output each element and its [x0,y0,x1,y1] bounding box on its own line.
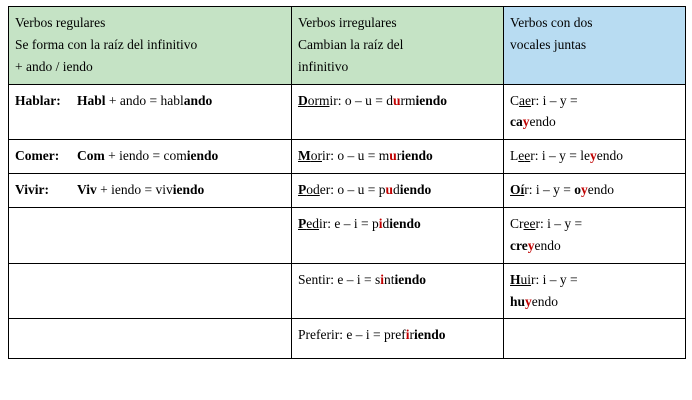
infinitive-label: Comer: [15,148,60,164]
rule-text: r: i – y = le [530,148,590,164]
stem-start: Pref [298,327,321,343]
table-row [9,84,686,140]
vowel-change: u [385,182,393,198]
vowel-change: y [581,182,588,198]
stem: Viv [77,182,97,198]
gerund-ending: endo [531,293,559,309]
header-line: Verbos con dos [510,15,593,30]
stem-start: D [298,92,308,108]
cell-irregular-morir [292,140,504,174]
stem-rest: nt [384,271,395,287]
gerund-ending: endo [587,182,615,198]
rule-text: r: i – y = [531,271,578,287]
column-header-verbos-irregulares [292,7,504,85]
gerund-ending: ando [183,92,213,108]
header-line: infinitivo [298,58,349,74]
stem-start: P [298,182,307,198]
cell-dosvocales-caer [504,84,686,140]
column-header-verbos-regulares [9,7,292,85]
rule-text: ir: e – i = pref [331,327,406,343]
vowel-change: y [527,237,535,253]
rule-text: er: o – u = p [319,182,386,198]
gerund-ending: endo [534,237,561,253]
stem: cre [510,237,528,253]
table-row [9,319,686,359]
cell-regular-vivir [9,174,292,208]
header-line: Verbos irregulares [298,15,397,30]
vowel-change: y [522,114,530,130]
gerund-rules-table [8,6,686,359]
stem: Com [77,148,105,164]
stem-start: S [298,271,306,287]
cell-dosvocales-huir [504,263,686,319]
vowel-underline: e [518,148,525,164]
gerund-ending: iendo [394,271,427,287]
verb-start: Cr [510,216,524,232]
rule-text: ir: o – u = d [329,92,393,108]
rule-text: r: i – y = [535,216,583,232]
cell-regular-empty [9,208,292,264]
table-header-row [9,7,686,85]
formula-text: + iendo = viv [100,182,173,198]
vowel-underline: a [519,92,526,108]
infinitive-label: Vivir: [15,182,49,198]
stem-rest: r [396,148,402,164]
cell-regular-empty [9,263,292,319]
cell-irregular-dormir [292,84,504,140]
header-line: Verbos regulares [15,15,106,30]
column-header-verbos-dos-vocales [504,7,686,85]
cell-irregular-poder [292,174,504,208]
verb-start: L [510,148,519,164]
stem-start: M [298,148,311,164]
stem-underline: ed [306,216,319,232]
cell-irregular-pedir [292,208,504,264]
stem-underline: or [310,148,322,164]
rule-text: r: i – y = [524,182,575,198]
stem: o [574,182,582,198]
vowel-change: i [378,216,383,232]
cell-irregular-preferir [292,319,504,359]
infinitive-label: Hablar: [15,92,61,108]
rule-text: ir: o – u = m [322,148,390,164]
table-row [9,208,686,264]
vowel-change: i [380,271,385,287]
stem-underline: od [306,182,320,198]
stem-rest: d [382,216,390,232]
gerund-ending: iendo [389,216,421,232]
vowel-underline: e [525,92,532,108]
stem-start: P [298,216,307,232]
gerund-ending: iendo [401,148,433,164]
stem: hu [510,293,526,309]
verb-start: C [510,92,520,108]
vowel-underline: í [520,182,525,198]
gerund-ending: iendo [172,182,205,198]
formula-text: + ando = habl [108,92,184,108]
vowel-change: u [393,92,401,108]
stem-rest: rm [400,92,416,108]
stem: ca [510,114,523,130]
gerund-ending: iendo [399,182,432,198]
vowel-change: i [405,327,410,343]
vowel-underline: e [524,148,531,164]
gerund-ending: iendo [186,148,219,164]
stem-underline: ent [305,271,323,287]
rule-text: ir: e – i = s [322,271,381,287]
gerund-ending: iendo [415,92,448,108]
vowel-change: u [389,148,397,164]
cell-regular-hablar [9,84,292,140]
header-line: vocales juntas [510,36,587,52]
gerund-ending: iendo [413,327,446,343]
stem-underline: orm [307,92,330,108]
header-line: Se forma con la raíz del infinitivo [15,36,198,52]
table-row [9,174,686,208]
verb-start: H [510,271,521,287]
gerund-ending: endo [596,148,623,164]
cell-dosvocales-oir [504,174,686,208]
table-row [9,140,686,174]
cell-irregular-sentir [292,263,504,319]
vowel-change: y [525,293,532,309]
rule-text: r: i – y = [531,92,578,108]
stem: Habl [77,92,106,108]
stem-rest: d [393,182,400,198]
cell-regular-empty [9,319,292,359]
cell-dosvocales-empty [504,319,686,359]
formula-text: + iendo = com [108,148,187,164]
cell-regular-comer [9,140,292,174]
rule-text: ir: e – i = p [319,216,379,232]
header-line: + ando / iendo [15,58,93,74]
stem-rest: r [409,327,414,343]
vowel-underline: e [523,216,530,232]
vowel-underline: ui [520,271,532,287]
stem-underline: er [320,327,331,343]
vowel-change: y [589,148,597,164]
gerund-ending: endo [529,114,556,130]
table-row [9,263,686,319]
header-line: Cambian la raíz del [298,36,404,52]
cell-dosvocales-creer [504,208,686,264]
cell-dosvocales-leer [504,140,686,174]
verb-start: O [510,182,521,198]
vowel-underline: e [529,216,536,232]
